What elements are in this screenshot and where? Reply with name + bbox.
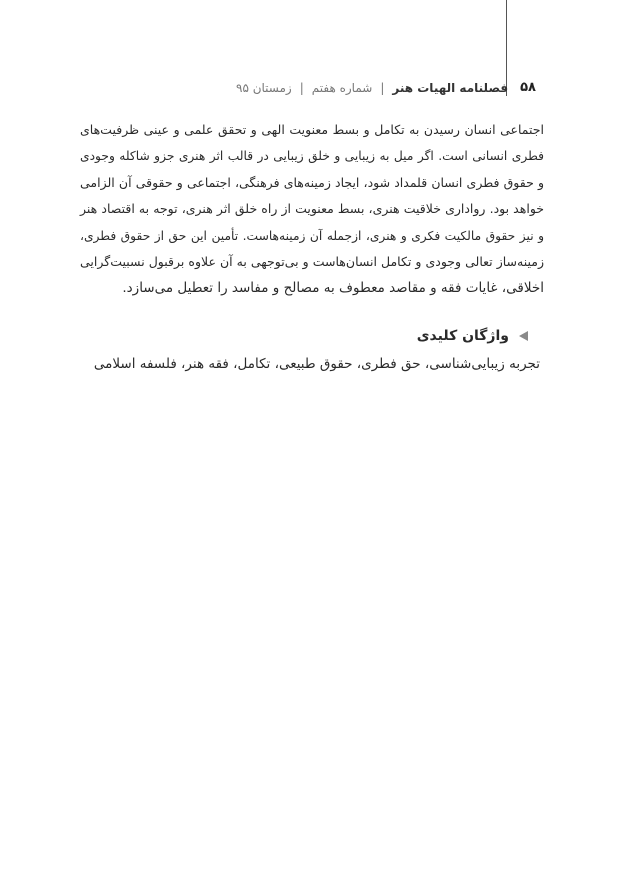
abstract-line: اجتماعی انسان رسیدن به تکامل و بسط معنویت الهی و تحقق علمی و عینی ظرفیت‌های bbox=[80, 122, 544, 137]
abstract-line: و نیز حقوق مالکیت فکری و هنری، ازجمله آن زمینه‌هاست. تأمین این حق از حقوق فطری، bbox=[80, 228, 544, 243]
keywords-heading-label: واژگان کلیدی bbox=[416, 328, 509, 344]
abstract-line: اخلاقی، غایات فقه و مقاصد معطوف به مصالح و مفاسد را تعطیل می‌سازد. bbox=[122, 280, 544, 297]
abstract-line: زمینه‌ساز تعالی وجودی و تکامل انسان‌هاست و بی‌توجهی به آن علاوه برقبول نسبیت‌گرایی bbox=[80, 254, 544, 270]
issue-number: شماره هفتم bbox=[311, 80, 373, 95]
keywords-list: تجربه زیبایی‌شناسی، حق فطری، حقوق طبیعی، تکامل، فقه هنر، فلسفه اسلامی bbox=[93, 356, 540, 372]
running-header bbox=[236, 80, 536, 95]
journal-title: فصلنامه الهیات هنر bbox=[392, 80, 509, 95]
header-separator: | bbox=[380, 80, 385, 95]
abstract-line: خواهد بود. رواداری خلاقیت هنری، بسط معنویت از راه خلق اثر هنری، توجه به اقتصاد هنر bbox=[80, 201, 544, 217]
abstract-line: فطری انسانی است. اگر میل به زیبایی و خلق زیبایی در قالب اثر هنری جزو شاکله وجودی bbox=[80, 149, 544, 164]
triangle-marker-icon bbox=[519, 331, 528, 341]
page-number: ۵۸ bbox=[520, 80, 536, 95]
abstract-paragraph bbox=[80, 117, 544, 302]
abstract-line: و حقوق فطری انسان قلمداد شود، ایجاد زمینه‌های فرهنگی، اجتماعی و حقوقی آن الزامی bbox=[80, 174, 544, 190]
header-separator: | bbox=[299, 80, 304, 95]
keywords-heading bbox=[417, 328, 528, 344]
issue-season: زمستان ۹۵ bbox=[236, 80, 292, 95]
